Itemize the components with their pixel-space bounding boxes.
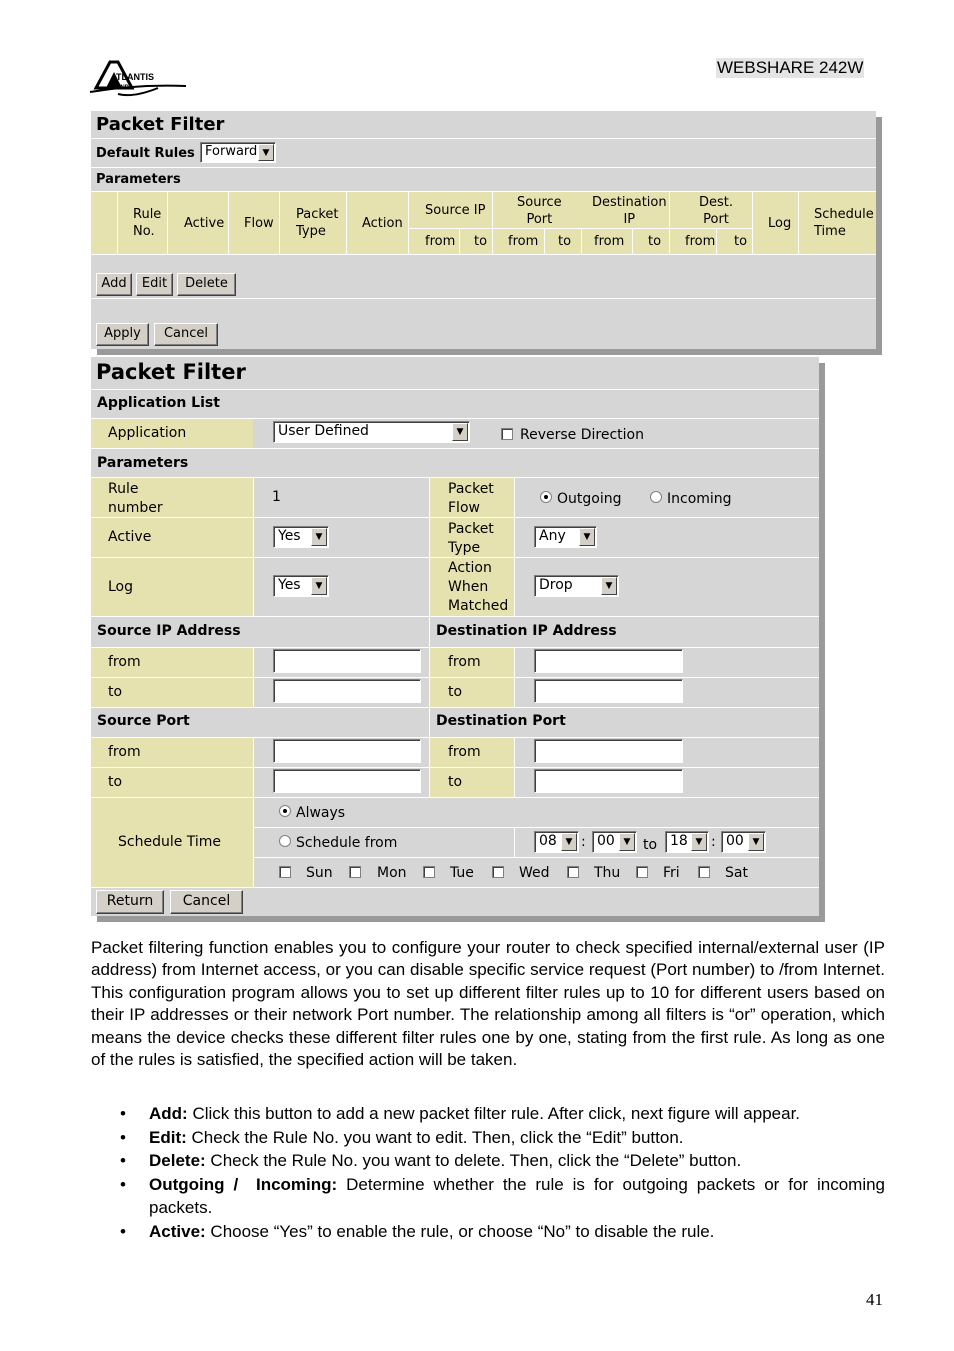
dest-ip-to-input[interactable] [534,679,683,703]
active-label: Active [108,529,152,545]
from-hour-select[interactable]: 08 ▼ [534,831,579,853]
time-colon: : [581,834,586,850]
day-mon-label: Mon [377,865,407,881]
dest-port-label: Destination Port [436,713,566,729]
dest-port-from-label: from [448,744,481,760]
source-port-from-label: from [108,744,141,760]
reverse-direction-label: Reverse Direction [520,427,644,443]
col-from: from [685,234,716,249]
outgoing-label: Outgoing [557,491,622,507]
col-to: to [474,234,488,249]
log-select[interactable]: Yes ▼ [273,575,329,597]
time-colon: : [711,834,716,850]
tue-checkbox[interactable] [423,866,435,878]
dest-port-from-input[interactable] [534,739,683,763]
model-name: WEBSHARE 242W [717,58,864,77]
day-sun-label: Sun [306,865,333,881]
outgoing-radio[interactable] [540,491,552,503]
return-button[interactable]: Return [96,890,164,914]
description-paragraph: Packet filtering function enables you to configure your router to check specified internal/external user (IP address) from Internet access, or you can disable specific service request (Port number) to /from Internet. This configuration program allows you to set up different filter rules up to 10 for different users based on their IP addresses or their network Port number. The relationship among all filters is “or” operation, which means the device checks these different filter rules one by one, stating from the first rule. As long as one of the rules is satisfied, the specified action will be taken. [91,938,885,1070]
parameters-label: Parameters [97,455,189,471]
delete-button[interactable]: Delete [177,273,236,296]
default-rules-label: Default Rules [96,146,195,161]
source-port-to-label: to [108,774,123,790]
day-wed-label: Wed [519,865,550,881]
atlantis-logo [88,58,188,104]
time-to-label: to [643,837,658,853]
chevron-down-icon: ▼ [258,144,274,161]
always-radio[interactable] [279,805,291,817]
chevron-down-icon: ▼ [561,833,577,851]
page-number: 41 [866,1290,883,1309]
chevron-down-icon: ▼ [619,833,635,851]
chevron-down-icon: ▼ [691,833,707,851]
col-destination-ip: Destination IP [592,195,667,227]
col-to: to [734,234,748,249]
packet-filter-list-panel [91,111,876,349]
col-from: from [508,234,539,249]
chevron-down-icon: ▼ [311,577,327,595]
active-select[interactable]: Yes ▼ [273,526,329,548]
reverse-direction-checkbox[interactable] [501,428,513,440]
col-packet-type: Packet Type [296,207,339,239]
list-item: • Outgoing / Incoming: Determine whether the rule is for outgoing packets or for incoming packets. [120,1174,886,1217]
application-label: Application [108,425,187,441]
wed-checkbox[interactable] [492,866,504,878]
day-sat-label: Sat [725,865,748,881]
thu-checkbox[interactable] [567,866,579,878]
col-to: to [558,234,572,249]
schedule-time-label: Schedule Time [118,834,222,850]
to-minute-select[interactable]: 00 ▼ [721,831,766,853]
col-source-port: Source Port [517,195,562,227]
col-to: to [648,234,662,249]
application-select[interactable]: User Defined ▼ [273,421,470,443]
cancel-button[interactable]: Cancel [154,323,218,346]
col-flow: Flow [244,216,274,231]
day-fri-label: Fri [663,865,680,881]
source-ip-to-input[interactable] [273,679,421,703]
day-thu-label: Thu [594,865,621,881]
add-button[interactable]: Add [96,273,132,296]
rule-number-value: 1 [272,489,281,505]
schedule-from-radio[interactable] [279,835,291,847]
sat-checkbox[interactable] [698,866,710,878]
chevron-down-icon: ▼ [601,577,617,595]
sun-checkbox[interactable] [279,866,291,878]
svg-text:TLANTIS: TLANTIS [116,72,154,82]
rule-number-label: Rule number [108,481,163,516]
dest-ip-from-input[interactable] [534,649,683,673]
source-ip-to-label: to [108,684,123,700]
panel-title: Packet Filter [96,114,225,135]
col-log: Log [768,216,792,231]
col-from: from [594,234,625,249]
col-active: Active [184,216,225,231]
col-from: from [425,234,456,249]
edit-button[interactable]: Edit [136,273,173,296]
to-hour-select[interactable]: 18 ▼ [665,831,709,853]
feature-list [91,1102,891,1243]
source-ip-label: Source IP Address [97,623,241,639]
svg-text:AND: AND [116,85,129,91]
fri-checkbox[interactable] [636,866,648,878]
packet-filter-edit-panel [91,357,819,916]
cancel-button[interactable]: Cancel [170,890,243,914]
always-label: Always [296,805,346,821]
panel-title: Packet Filter [96,360,246,384]
dest-ip-label: Destination IP Address [436,623,617,639]
col-action: Action [362,216,403,231]
chevron-down-icon: ▼ [579,528,595,546]
incoming-radio[interactable] [650,491,662,503]
dest-ip-from-label: from [448,654,481,670]
chevron-down-icon: ▼ [748,833,764,851]
parameters-label: Parameters [96,172,181,187]
chevron-down-icon: ▼ [452,423,468,441]
packet-type-select[interactable]: Any ▼ [534,526,597,548]
col-schedule-time: Schedule Time [814,207,874,239]
list-item: • Edit: Check the Rule No. you want to edit. Then, click the “Edit” button. [120,1127,684,1147]
col-rule-no: Rule No. [133,207,162,239]
list-item: • Add: Click this button to add a new packet filter rule. After click, next figure will appear. [120,1104,801,1123]
source-port-label: Source Port [97,713,190,729]
source-port-from-input[interactable] [273,739,421,763]
application-list-label: Application List [97,395,220,411]
default-rules-select[interactable]: Forward ▼ [200,142,276,163]
dest-ip-to-label: to [448,684,463,700]
source-port-to-input[interactable] [273,769,421,793]
day-tue-label: Tue [450,865,474,881]
list-item: • Active: Choose “Yes” to enable the rule, or choose “No” to disable the rule. [120,1221,715,1241]
incoming-label: Incoming [667,491,732,507]
apply-button[interactable]: Apply [96,323,149,346]
source-ip-from-label: from [108,654,141,670]
col-dest-port: Dest. Port [699,195,734,227]
source-ip-from-input[interactable] [273,649,421,673]
packet-type-label: Packet Type [448,521,494,556]
col-source-ip: Source IP [425,203,486,218]
from-minute-select[interactable]: 00 ▼ [592,831,637,853]
log-label: Log [108,579,134,595]
dest-port-to-input[interactable] [534,769,683,793]
action-label: Action When Matched [448,560,509,614]
dest-port-to-label: to [448,774,463,790]
action-select[interactable]: Drop ▼ [534,575,619,597]
list-item: • Delete: Check the Rule No. you want to delete. Then, click the “Delete” button. [120,1151,742,1170]
chevron-down-icon: ▼ [311,528,327,546]
packet-flow-label: Packet Flow [448,481,494,516]
mon-checkbox[interactable] [349,866,361,878]
schedule-from-label: Schedule from [296,835,398,851]
